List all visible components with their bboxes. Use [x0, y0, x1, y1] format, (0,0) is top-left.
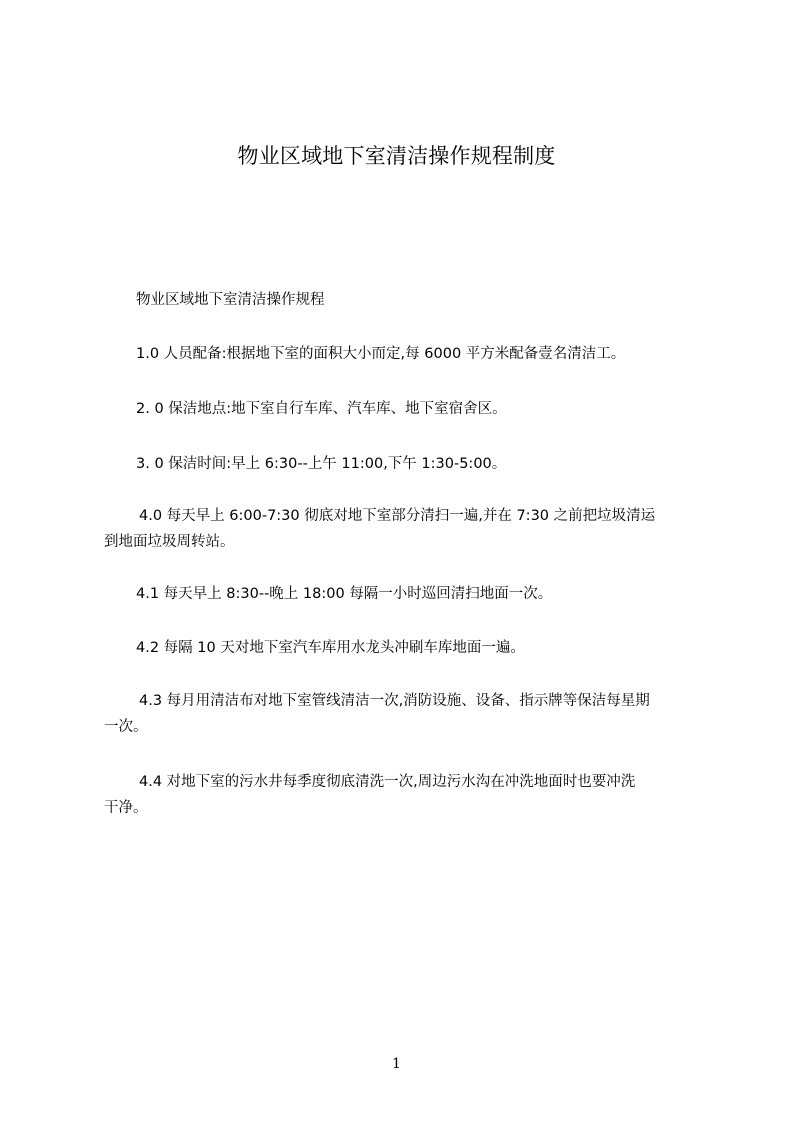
- paragraph-line: 4.0 每天早上 6:00-7:30 彻底对地下室部分清扫一遍,并在 7:30 之前把垃圾清运: [139, 508, 656, 524]
- paragraph-line: 3. 0 保洁时间:早上 6:30--上午 11:00,下午 1:30-5:00。: [136, 456, 507, 472]
- paragraph-schedule: [104, 451, 704, 477]
- paragraph-line: 物业区域地下室清洁操作规程: [136, 292, 325, 308]
- paragraph-4-2: [104, 635, 704, 661]
- paragraph-line: 一次。: [104, 719, 148, 735]
- paragraph-line: 干净。: [104, 800, 148, 816]
- paragraph-line: 到地面垃圾周转站。: [104, 534, 235, 550]
- document-title: 物业区域地下室清洁操作规程制度: [237, 144, 556, 168]
- paragraph-4-4: [104, 769, 704, 821]
- paragraph-line: 4.3 每月用清洁布对地下室管线清洁一次,消防设施、设备、指示牌等保洁每星期: [139, 693, 650, 709]
- paragraph-line: 1.0 人员配备:根据地下室的面积大小而定,每 6000 平方米配备壹名清洁工。: [136, 346, 626, 362]
- paragraph-line: 4.1 每天早上 8:30--晚上 18:00 每隔一小时巡回清扫地面一次。: [136, 586, 553, 602]
- paragraph-4-1: [104, 581, 704, 607]
- paragraph-line: 2. 0 保洁地点:地下室自行车库、汽车库、地下室宿舍区。: [136, 401, 507, 417]
- paragraph-heading: [104, 287, 704, 313]
- paragraph-location: [104, 396, 704, 422]
- paragraph-line: 4.4 对地下室的污水井每季度彻底清洗一次,周边污水沟在冲洗地面时也要冲洗: [139, 774, 636, 790]
- paragraph-line: 4.2 每隔 10 天对地下室汽车库用水龙头冲刷车库地面一遍。: [136, 640, 525, 656]
- paragraph-staffing: [104, 341, 704, 367]
- paragraph-4-3: [104, 688, 704, 740]
- paragraph-4-0: [104, 503, 704, 555]
- page-number: 1: [392, 1056, 401, 1072]
